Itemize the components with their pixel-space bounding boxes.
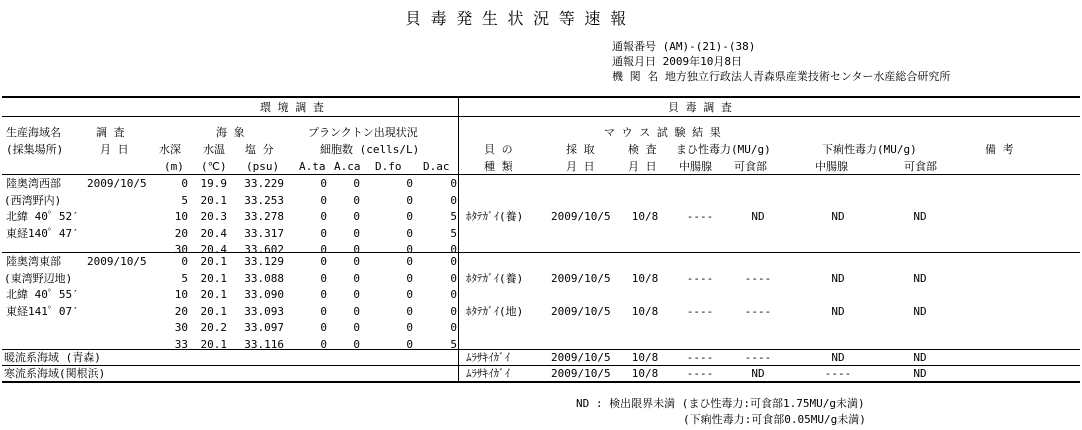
cell-b: 0	[353, 271, 360, 285]
shellfish-survey-heading: 貝 毒 調 査	[668, 101, 732, 114]
extra-dg: ND	[831, 351, 845, 364]
footnote-line1: ND : 検出限界未満 (まひ性毒力:可食部1.75MU/g未満)	[576, 397, 865, 410]
site-label: 北緯 40゜52′	[6, 210, 79, 224]
sample-de: ND	[913, 210, 927, 224]
cell-t: 20.3	[200, 210, 227, 224]
cell-d: 5	[181, 193, 188, 207]
cell-b: 0	[353, 304, 360, 318]
cell-e: 0	[450, 193, 457, 207]
col-mouse: マ ウ ス 試 験 結 果	[604, 126, 721, 139]
report-title: 貝 毒 発 生 状 況 等 速 報	[405, 9, 627, 28]
cell-s: 33.097	[244, 321, 284, 335]
cell-e: 0	[450, 321, 457, 335]
cell-a: 0	[320, 226, 327, 240]
col-aca: A.ca	[334, 160, 361, 173]
col-collect: 採 取	[566, 143, 595, 156]
cell-s: 33.129	[244, 255, 284, 268]
extra-sp: ﾑﾗｻｷｲｶﾞｲ	[466, 367, 510, 380]
extra-area: 暖流系海域 (青森)	[4, 351, 101, 364]
cell-e: 5	[450, 210, 457, 224]
cell-t: 20.1	[200, 338, 227, 351]
cell-c: 0	[406, 321, 413, 335]
extra-pg: ----	[686, 367, 714, 380]
sample-de: ND	[913, 304, 927, 318]
col-depth: 水深	[159, 143, 181, 156]
cell-b: 0	[353, 226, 360, 240]
extra-de: ND	[913, 367, 927, 380]
cell-s: 33.229	[244, 177, 284, 190]
col-dfo: D.fo	[375, 160, 402, 173]
cell-a: 0	[320, 271, 327, 285]
site-label: 東経140゜47′	[6, 226, 79, 240]
col-ata: A.ta	[299, 160, 326, 173]
cell-d: 5	[181, 271, 188, 285]
cell-t: 20.1	[200, 193, 227, 207]
cell-d: 20	[174, 226, 188, 240]
row-divider	[2, 365, 1080, 366]
sample-id: 10/8	[631, 271, 659, 285]
extra-pe: ND	[751, 367, 765, 380]
cell-d: 20	[174, 304, 188, 318]
cell-d: 0	[181, 177, 188, 190]
cell-d: 30	[174, 321, 188, 335]
site-label: (東湾野辺地)	[4, 271, 73, 285]
sample-pe: ND	[751, 210, 765, 224]
sample-cd: 2009/10/5	[551, 210, 611, 224]
col-monthday: 月 日	[100, 143, 129, 156]
sample-sp: ﾎﾀﾃｶﾞｲ(養)	[466, 210, 524, 224]
extra-de: ND	[913, 351, 927, 364]
cell-d: 33	[174, 338, 188, 351]
sample-dg: ND	[831, 271, 845, 285]
cell-a: 0	[320, 321, 327, 335]
extra-area: 寒流系海域(関根浜)	[4, 367, 106, 380]
footnote-line2: (下痢性毒力:可食部0.05MU/g未満)	[683, 413, 866, 426]
report-date: 通報月日 2009年10月8日	[612, 55, 742, 68]
cell-a: 0	[320, 338, 327, 351]
sample-sp: ﾎﾀﾃｶﾞｲ(養)	[466, 271, 524, 285]
extra-id: 10/8	[631, 351, 659, 364]
extra-pe: ----	[744, 351, 772, 364]
col-site: (採集場所)	[6, 143, 64, 156]
extra-cd: 2009/10/5	[551, 351, 611, 364]
extra-id: 10/8	[631, 367, 659, 380]
cell-c: 0	[406, 177, 413, 190]
cell-s: 33.278	[244, 210, 284, 224]
site-label: 東経141゜07′	[6, 304, 79, 318]
bottom-rule	[2, 381, 1080, 383]
col-collect-md: 月 日	[566, 160, 595, 173]
cell-e: 5	[450, 226, 457, 240]
site-label: 陸奥湾西部	[6, 177, 61, 190]
col-sal-unit: (psu)	[246, 160, 280, 173]
site-date: 2009/10/5	[87, 255, 147, 268]
cell-e: 0	[450, 255, 457, 268]
extra-cd: 2009/10/5	[551, 367, 611, 380]
col-plankton: プランクトン出現状況	[308, 126, 418, 139]
section-rule	[2, 116, 1080, 117]
cell-t: 20.1	[200, 304, 227, 318]
cell-t: 20.2	[200, 321, 227, 335]
cell-c: 0	[406, 226, 413, 240]
col-sal: 塩 分	[245, 143, 274, 156]
col-inspect: 検 査	[628, 143, 657, 156]
report-agency: 機 関 名 地方独立行政法人青森県産業技術センター水産総合研究所	[612, 70, 951, 83]
cell-s: 33.093	[244, 304, 284, 318]
cell-s: 33.253	[244, 193, 284, 207]
col-gland-dsp: 中腸腺	[815, 160, 848, 173]
col-area: 生産海域名	[6, 126, 61, 139]
cell-e: 0	[450, 304, 457, 318]
cell-a: 0	[320, 255, 327, 268]
cell-c: 0	[406, 304, 413, 318]
cell-e: 0	[450, 177, 457, 190]
cell-s: 33.317	[244, 226, 284, 240]
cell-s: 33.090	[244, 288, 284, 302]
cell-t: 19.9	[200, 177, 227, 190]
col-psp: まひ性毒力(MU/g)	[676, 143, 771, 156]
cell-s: 33.116	[244, 338, 284, 351]
site-label: (西湾野内)	[4, 193, 62, 207]
cell-a: 0	[320, 288, 327, 302]
top-rule	[2, 96, 1080, 98]
cell-e: 0	[450, 288, 457, 302]
env-survey-heading: 環 境 調 査	[260, 101, 324, 114]
cell-t: 20.1	[200, 271, 227, 285]
site-date: 2009/10/5	[87, 177, 147, 190]
sample-pg: ----	[686, 304, 714, 318]
cell-t: 20.1	[200, 255, 227, 268]
cell-d: 10	[174, 210, 188, 224]
cell-c: 0	[406, 338, 413, 351]
sample-dg: ND	[831, 210, 845, 224]
cell-t: 20.1	[200, 288, 227, 302]
cell-t: 20.4	[200, 226, 227, 240]
header-rule	[2, 174, 1080, 175]
col-depth-unit: (m)	[164, 160, 184, 173]
site-label: 北緯 40゜55′	[6, 288, 79, 302]
sample-pg: ----	[686, 210, 714, 224]
cell-b: 0	[353, 243, 360, 257]
report-number: 通報番号 (AM)-(21)-(38)	[612, 40, 756, 53]
col-dac: D.ac	[423, 160, 450, 173]
col-cells: 細胞数 (cells/L)	[320, 143, 420, 156]
sample-sp: ﾎﾀﾃｶﾞｲ(地)	[466, 304, 524, 318]
cell-e: 5	[450, 338, 457, 351]
col-species: 種 類	[484, 160, 513, 173]
cell-a: 0	[320, 210, 327, 224]
col-edible: 可食部	[734, 160, 767, 173]
cell-d: 0	[181, 255, 188, 268]
cell-c: 0	[406, 255, 413, 268]
extra-sp: ﾑﾗｻｷｲｶﾞｲ	[466, 351, 510, 364]
col-survey: 調 査	[96, 126, 125, 139]
cell-b: 0	[353, 177, 360, 190]
cell-a: 0	[320, 304, 327, 318]
cell-c: 0	[406, 288, 413, 302]
column-divider	[458, 96, 459, 383]
cell-b: 0	[353, 255, 360, 268]
site-label: 陸奥湾東部	[6, 255, 61, 268]
sample-pe: ----	[744, 271, 772, 285]
sample-id: 10/8	[631, 210, 659, 224]
cell-s: 33.602	[244, 243, 284, 257]
cell-a: 0	[320, 193, 327, 207]
cell-b: 0	[353, 193, 360, 207]
cell-a: 0	[320, 243, 327, 257]
cell-b: 0	[353, 288, 360, 302]
col-edible-dsp: 可食部	[904, 160, 937, 173]
cell-b: 0	[353, 338, 360, 351]
col-shell: 貝 の	[484, 143, 513, 156]
col-gland: 中腸腺	[679, 160, 712, 173]
cell-d: 30	[174, 243, 188, 257]
extra-pg: ----	[686, 351, 714, 364]
col-ocean: 海 象	[216, 126, 245, 139]
cell-t: 20.4	[200, 243, 227, 257]
sample-de: ND	[913, 271, 927, 285]
cell-c: 0	[406, 243, 413, 257]
sample-pg: ----	[686, 271, 714, 285]
cell-s: 33.088	[244, 271, 284, 285]
col-inspect-md: 月 日	[628, 160, 657, 173]
cell-e: 0	[450, 243, 457, 257]
sample-pe: ----	[744, 304, 772, 318]
sample-id: 10/8	[631, 304, 659, 318]
cell-a: 0	[320, 177, 327, 190]
col-temp-unit: (℃)	[201, 160, 227, 173]
col-temp: 水温	[203, 143, 225, 156]
extra-dg: ----	[824, 367, 852, 380]
cell-d: 10	[174, 288, 188, 302]
cell-c: 0	[406, 210, 413, 224]
sample-cd: 2009/10/5	[551, 304, 611, 318]
sample-dg: ND	[831, 304, 845, 318]
cell-c: 0	[406, 193, 413, 207]
cell-b: 0	[353, 210, 360, 224]
sample-cd: 2009/10/5	[551, 271, 611, 285]
cell-b: 0	[353, 321, 360, 335]
col-remarks: 備 考	[985, 143, 1014, 156]
col-dsp: 下痢性毒力(MU/g)	[822, 143, 917, 156]
cell-c: 0	[406, 271, 413, 285]
cell-e: 0	[450, 271, 457, 285]
